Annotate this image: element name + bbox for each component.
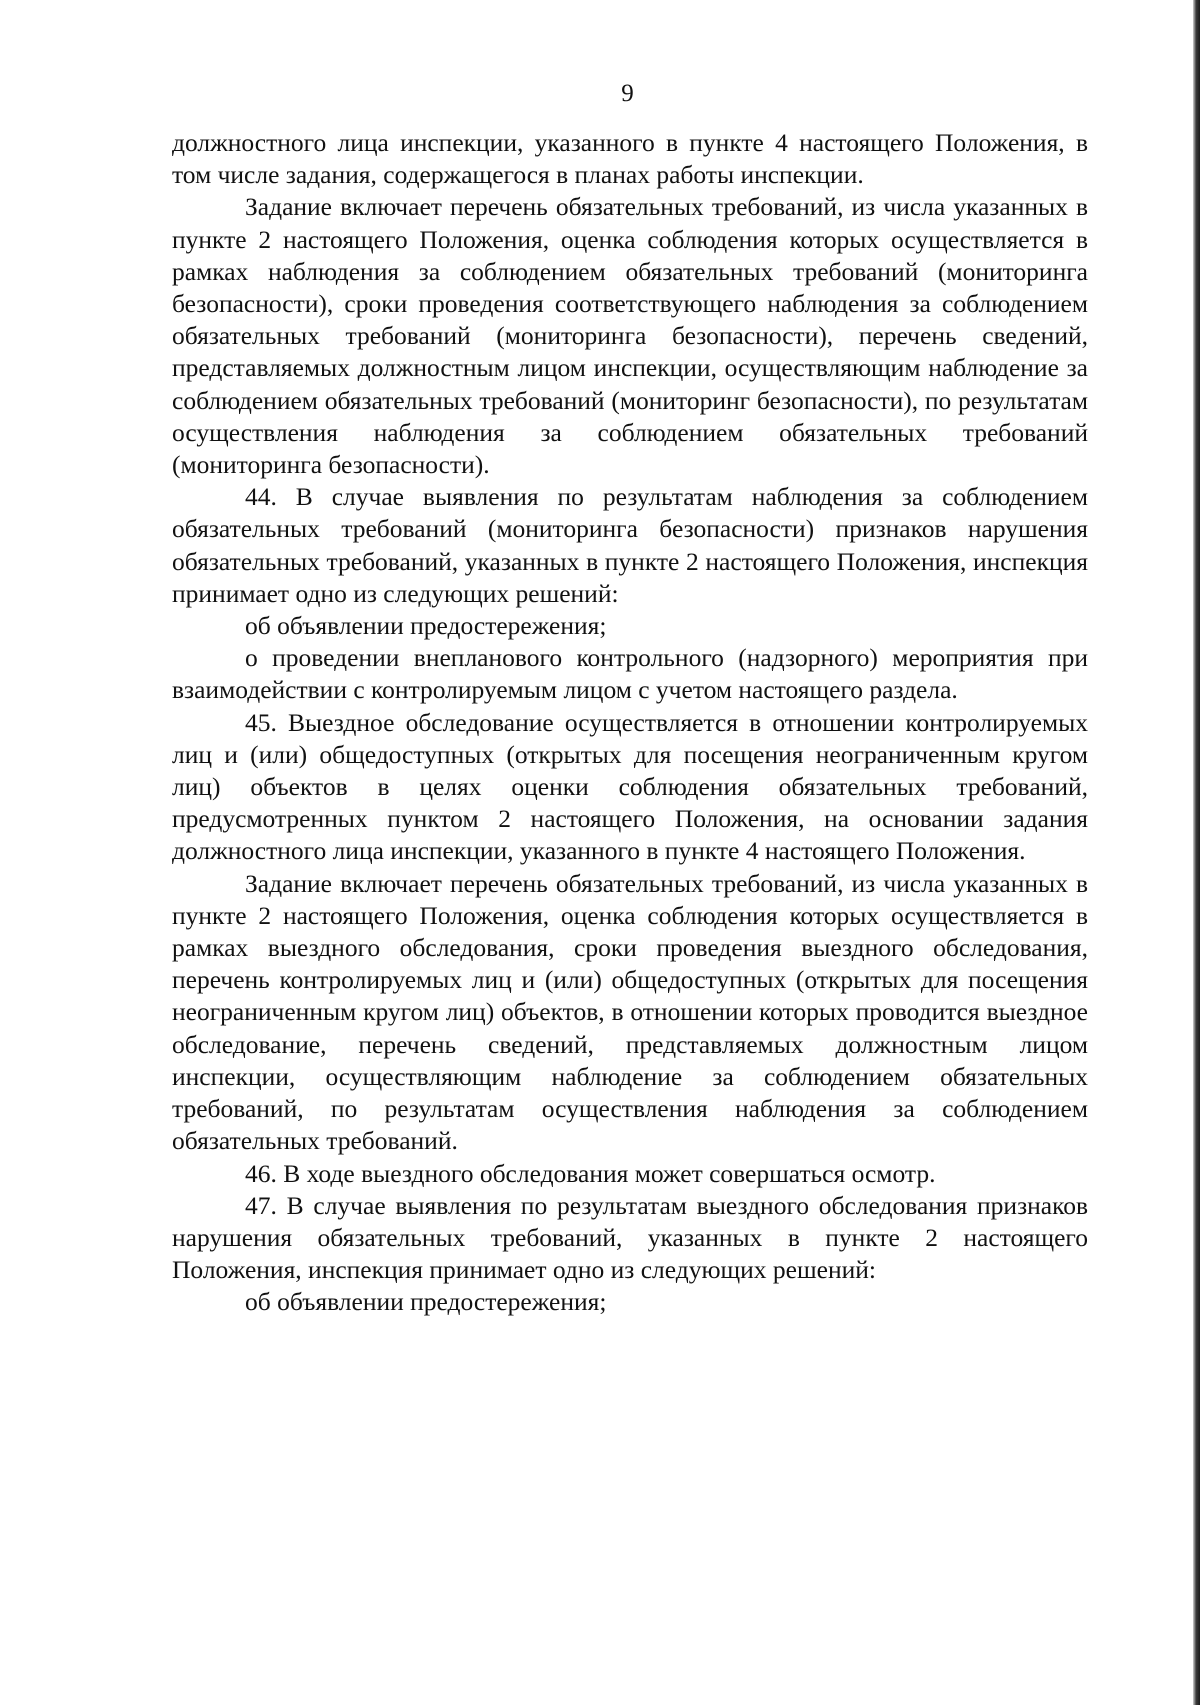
paragraph-44-option-warning: об объявлении предостережения; bbox=[245, 611, 607, 641]
page-number: 9 bbox=[621, 80, 634, 107]
scan-edge bbox=[1193, 0, 1200, 1705]
paragraph-44-option-unscheduled: о проведении внепланового контрольного (надзорного) мероприятия при взаимодействии с контролируемым лицом с учетом настоящего раздела. bbox=[172, 643, 1088, 705]
paragraph-47: 47. В случае выявления по результатам выездного обследования признаков нарушения обязательных требований, указанных в пункте 2 настоящего Положения, инспекция принимает одно из следующих решений: bbox=[172, 1190, 1088, 1285]
paragraph-47-option-warning: об объявлении предостережения; bbox=[245, 1287, 607, 1317]
paragraph-44: 44. В случае выявления по результатам наблюдения за соблюдением обязательных требований (мониторинга безопасности) признаков нарушения обязательных требований, указанных в пункте 2 настоящего Положения, инспекция принимает одно из следующих решений: bbox=[172, 482, 1088, 608]
document-body bbox=[172, 127, 1088, 1319]
paragraph-task-field-survey: Задание включает перечень обязательных требований, из числа указанных в пункте 2 настоящего Положения, оценка соблюдения которых осуществляется в рамках выездного обследования, сроки проведения выездного обследования, перечень контролируемых лиц и (или) общедоступных (открытых для посещения неограниченным кругом лиц) объектов, в отношении которых проводится выездное обследование, перечень сведений, представляемых должностным лицом инспекции, осуществляющим наблюдение за соблюдением обязательных требований, по результатам осуществления наблюдения за соблюдением обязательных требований. bbox=[172, 868, 1088, 1156]
paragraph-task-monitoring: Задание включает перечень обязательных требований, из числа указанных в пункте 2 настоящего Положения, оценка соблюдения которых осуществляется в рамках наблюдения за соблюдением обязательных требований (мониторинга безопасности), сроки проведения соответствующего наблюдения за соблюдением обязательных требований (мониторинга безопасности), перечень сведений, представляемых должностным лицом инспекции, осуществляющим наблюдение за соблюдением обязательных требований (мониторинг безопасности), по результатам осуществления наблюдения за соблюдением обязательных требований (мониторинга безопасности). bbox=[172, 192, 1088, 480]
paragraph-45: 45. Выездное обследование осуществляется в отношении контролируемых лиц и (или) общедоступных (открытых для посещения неограниченным кругом лиц) объектов в целях оценки соблюдения обязательных требований, предусмотренных пунктом 2 настоящего Положения, на основании задания должностного лица инспекции, указанного в пункте 4 настоящего Положения. bbox=[172, 707, 1088, 866]
paragraph-46: 46. В ходе выездного обследования может совершаться осмотр. bbox=[245, 1158, 936, 1188]
paragraph-continuation: должностного лица инспекции, указанного в пункте 4 настоящего Положения, в том числе задания, содержащегося в планах работы инспекции. bbox=[172, 128, 1088, 190]
